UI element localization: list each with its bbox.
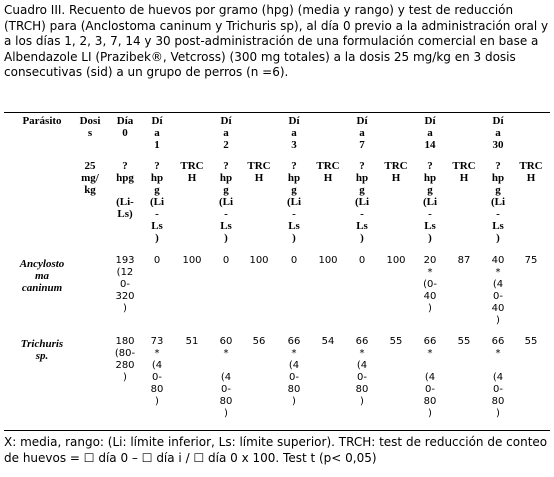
table-cell: 55 [457,336,471,347]
table-cell: 60 * (4 0- 80 ) [219,336,233,419]
header-day-3: Dí a 3 [288,115,300,151]
table-cell: 87 [457,255,471,266]
header-trch-day-30: TRC H [519,160,543,184]
table-cell: 100 [182,255,202,266]
table-cell: 66 * (4 0- 80 ) [287,336,301,407]
header-day-1: Dí a 1 [151,115,163,151]
header-hpg-day-3: ? hp g (Li - Ls ) [286,160,302,244]
table-cell: 0 [290,255,298,266]
table-cell: 66 * (4 0- 80 ) [491,336,505,419]
header-dosis: Dosi s [79,115,101,139]
header-hpg-day-7: ? hp g (Li - Ls ) [354,160,370,244]
table-cell: 66 * (4 0- 80 ) [355,336,369,407]
row-parasite-trichuris: Trichuris sp. [20,338,64,362]
header-day-7: Dí a 7 [356,115,368,151]
header-hpg-day-30: ? hp g (Li - Ls ) [490,160,506,244]
table-bottom-rule [4,430,550,431]
table-cell: 100 [318,255,338,266]
header-hpg-day-14: ? hp g (Li - Ls ) [422,160,438,244]
table-cell: 20 * (0- 40 ) [423,255,437,314]
table-cell: 193 (12 0- 320 ) [115,255,135,314]
header-day-0: Día 0 [116,115,134,139]
table-cell: 51 [185,336,199,347]
table-cell: 56 [252,336,266,347]
header-hpg-day-0: ? hpg (Li- Ls) [116,160,134,220]
table-cell: 100 [249,255,269,266]
table-caption: Cuadro III. Recuento de huevos por gramo (hpg) (media y rango) y test de reducción (TRCH) para (Anclostoma caninum y Trichuris sp), al día 0 previo a la administración oral y a los días 1, 2, 3, 7, 14 y 30 post-administración de una formulación comercial en base a Albendazole LI (Prazibek®, Vetcross) (300 mg totales) a la dosis 25 mg/kg en 3 dosis consecutivas (sid) a un grupo de perros (n =6). [4,3,549,79]
header-trch-day-3: TRC H [316,160,340,184]
row-parasite-ancylostoma: Ancylosto ma caninum [19,258,65,294]
table-footnote: X: media, rango: (Li: límite inferior, Ls: límite superior). TRCH: test de reducción de conteo de huevos = ☐ día 0 – ☐ día i / ☐ día 0 x 100. Test t (p< 0,05) [4,435,548,465]
header-day-30: Dí a 30 [492,115,504,151]
table-cell: 73 * (4 0- 80 ) [150,336,164,407]
header-parasite: Parásito [22,115,62,127]
table-cell: 75 [524,255,538,266]
header-day-2: Dí a 2 [220,115,232,151]
table-cell: 66 * (4 0- 80 ) [423,336,437,419]
table-top-rule [4,112,550,113]
table-cell: 0 [358,255,366,266]
header-hpg-day-1: ? hp g (Li - Ls ) [149,160,165,244]
header-trch-day-2: TRC H [247,160,271,184]
table-cell: 0 [222,255,230,266]
header-trch-day-7: TRC H [384,160,408,184]
table-cell: 54 [321,336,335,347]
header-trch-day-14: TRC H [452,160,476,184]
table-cell: 40 * (4 0- 40 ) [491,255,505,326]
table-cell: 0 [153,255,161,266]
header-dose-value: 25 mg/ kg [81,160,99,196]
table-cell: 100 [386,255,406,266]
table-cell: 180 (80- 280 ) [114,336,136,383]
header-trch-day-1: TRC H [180,160,204,184]
table-cell: 55 [389,336,403,347]
table-cell: 55 [524,336,538,347]
header-day-14: Dí a 14 [424,115,436,151]
header-hpg-day-2: ? hp g (Li - Ls ) [218,160,234,244]
